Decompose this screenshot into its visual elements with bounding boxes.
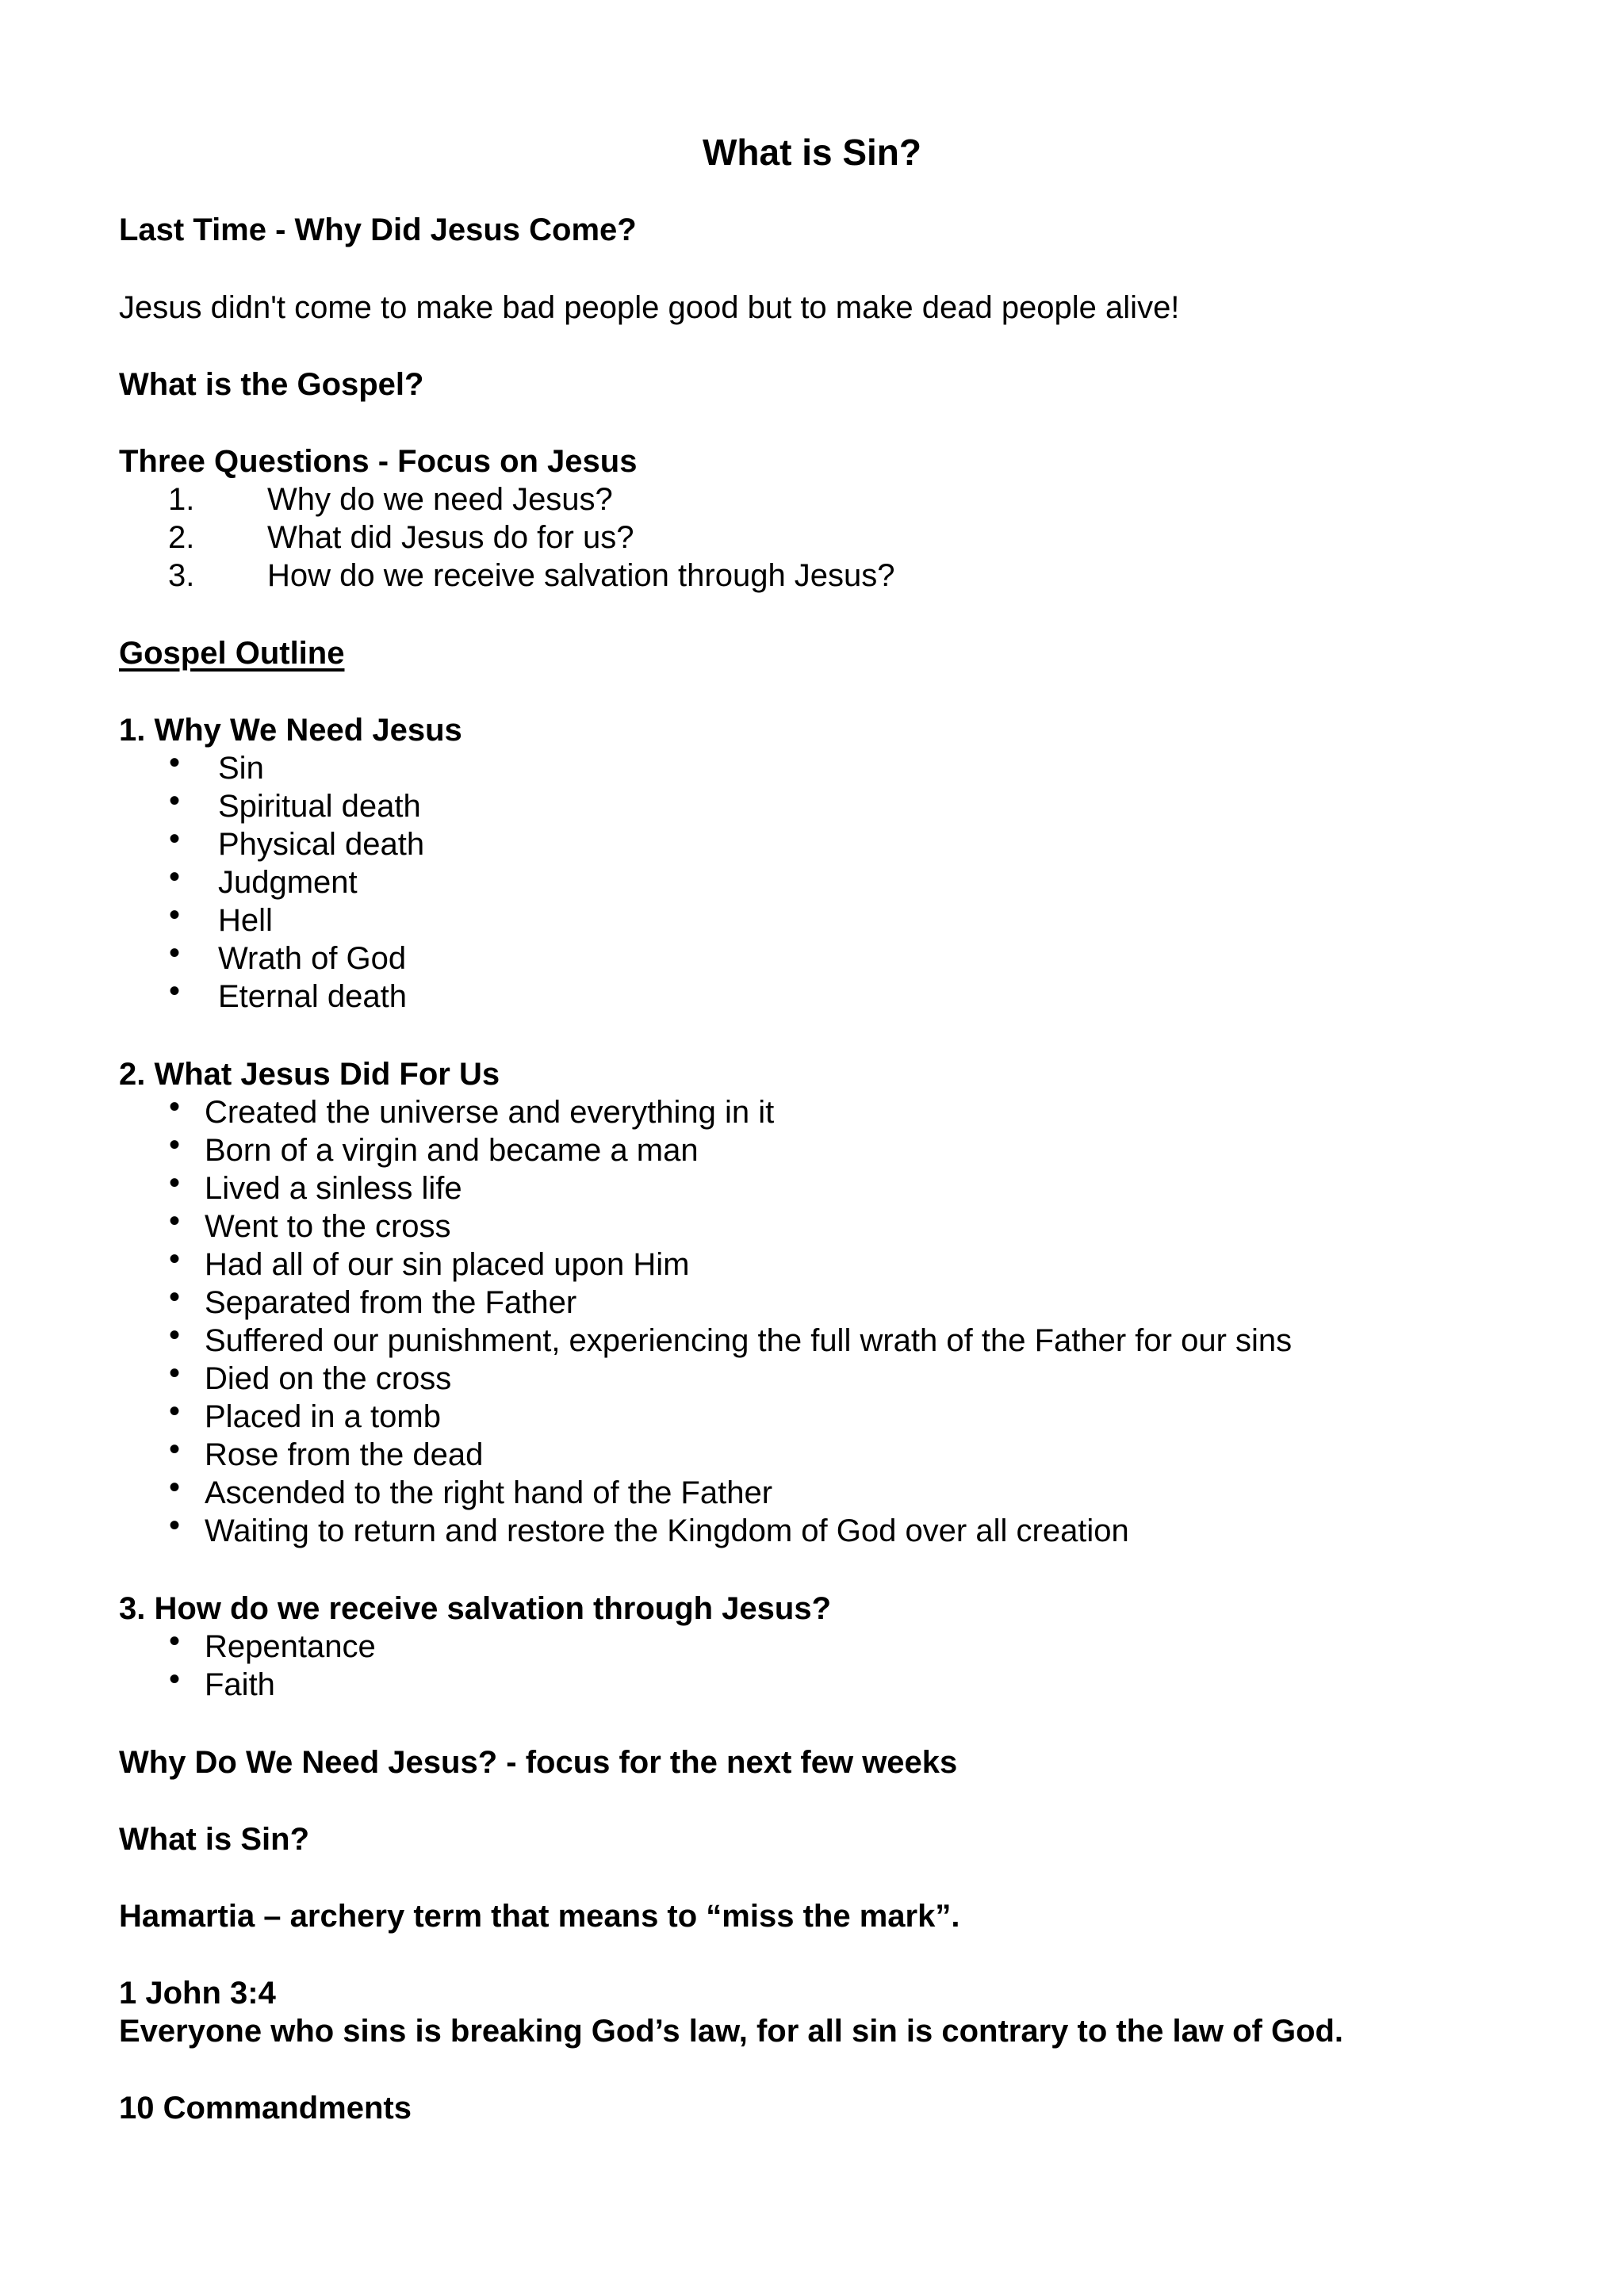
three-questions-heading: Three Questions - Focus on Jesus bbox=[119, 444, 638, 479]
bullet-icon: • bbox=[168, 821, 180, 856]
bullet-icon: • bbox=[168, 1127, 180, 1162]
list-item: How do we receive salvation through Jesus? bbox=[267, 558, 895, 593]
bullet-icon: • bbox=[168, 859, 180, 894]
list-item: Born of a virgin and became a man bbox=[205, 1133, 699, 1168]
list-item: Eternal death bbox=[218, 979, 407, 1014]
outline-heading: Gospel Outline bbox=[119, 636, 345, 671]
list-item: Judgment bbox=[218, 865, 358, 900]
list-item: Hell bbox=[218, 903, 273, 938]
bullet-icon: • bbox=[168, 1508, 180, 1543]
bullet-icon: • bbox=[168, 1356, 180, 1391]
bullet-icon: • bbox=[168, 936, 180, 970]
list-item: Ascended to the right hand of the Father bbox=[205, 1475, 773, 1510]
list-item: Rose from the dead bbox=[205, 1437, 484, 1472]
list-item: Placed in a tomb bbox=[205, 1399, 441, 1434]
list-item: Why do we need Jesus? bbox=[267, 482, 613, 517]
scripture-reference: 1 John 3:4 bbox=[119, 1976, 276, 2011]
commandments-heading: 10 Commandments bbox=[119, 2091, 412, 2126]
list-item: Spiritual death bbox=[218, 789, 421, 824]
bullet-icon: • bbox=[168, 1203, 180, 1238]
list-number: 2. bbox=[168, 520, 195, 555]
list-item: Wrath of God bbox=[218, 941, 407, 976]
bullet-icon: • bbox=[168, 1394, 180, 1429]
section3-heading: 3. How do we receive salvation through Jesus? bbox=[119, 1591, 832, 1626]
list-number: 1. bbox=[168, 482, 195, 517]
bullet-icon: • bbox=[168, 745, 180, 780]
last-time-text: Jesus didn't come to make bad people good but to make dead people alive! bbox=[119, 290, 1180, 325]
hamartia-definition: Hamartia – archery term that means to “miss the mark”. bbox=[119, 1899, 960, 1934]
bullet-icon: • bbox=[168, 1165, 180, 1200]
list-item: Faith bbox=[205, 1667, 275, 1702]
gospel-question: What is the Gospel? bbox=[119, 367, 424, 402]
list-item: Created the universe and everything in it bbox=[205, 1095, 775, 1130]
bullet-icon: • bbox=[168, 974, 180, 1008]
focus-note: Why Do We Need Jesus? - focus for the next few weeks bbox=[119, 1745, 958, 1780]
list-item: Physical death bbox=[218, 827, 425, 862]
bullet-icon: • bbox=[168, 1432, 180, 1467]
bullet-icon: • bbox=[168, 897, 180, 932]
bullet-icon: • bbox=[168, 1242, 180, 1276]
list-item: Waiting to return and restore the Kingdom of God over all creation bbox=[205, 1513, 1129, 1548]
list-item: Suffered our punishment, experiencing the full wrath of the Father for our sins bbox=[205, 1323, 1293, 1358]
list-item: Died on the cross bbox=[205, 1361, 452, 1396]
section2-heading: 2. What Jesus Did For Us bbox=[119, 1057, 500, 1092]
scripture-text: Everyone who sins is breaking God’s law, for all sin is contrary to the law of God. bbox=[119, 2014, 1344, 2049]
bullet-icon: • bbox=[168, 1318, 180, 1353]
last-time-heading: Last Time - Why Did Jesus Come? bbox=[119, 212, 637, 247]
bullet-icon: • bbox=[168, 1089, 180, 1124]
list-item: Went to the cross bbox=[205, 1209, 451, 1244]
bullet-icon: • bbox=[168, 1470, 180, 1505]
list-item: What did Jesus do for us? bbox=[267, 520, 634, 555]
list-item: Lived a sinless life bbox=[205, 1171, 462, 1206]
bullet-icon: • bbox=[168, 1662, 180, 1697]
section1-heading: 1. Why We Need Jesus bbox=[119, 713, 462, 748]
list-item: Repentance bbox=[205, 1629, 376, 1664]
list-item: Separated from the Father bbox=[205, 1285, 577, 1320]
list-number: 3. bbox=[168, 558, 195, 593]
list-item: Had all of our sin placed upon Him bbox=[205, 1247, 690, 1282]
page-title: What is Sin? bbox=[703, 132, 921, 173]
bullet-icon: • bbox=[168, 1624, 180, 1659]
what-is-sin-heading: What is Sin? bbox=[119, 1822, 309, 1857]
bullet-icon: • bbox=[168, 1280, 180, 1314]
list-item: Sin bbox=[218, 751, 264, 786]
bullet-icon: • bbox=[168, 783, 180, 818]
